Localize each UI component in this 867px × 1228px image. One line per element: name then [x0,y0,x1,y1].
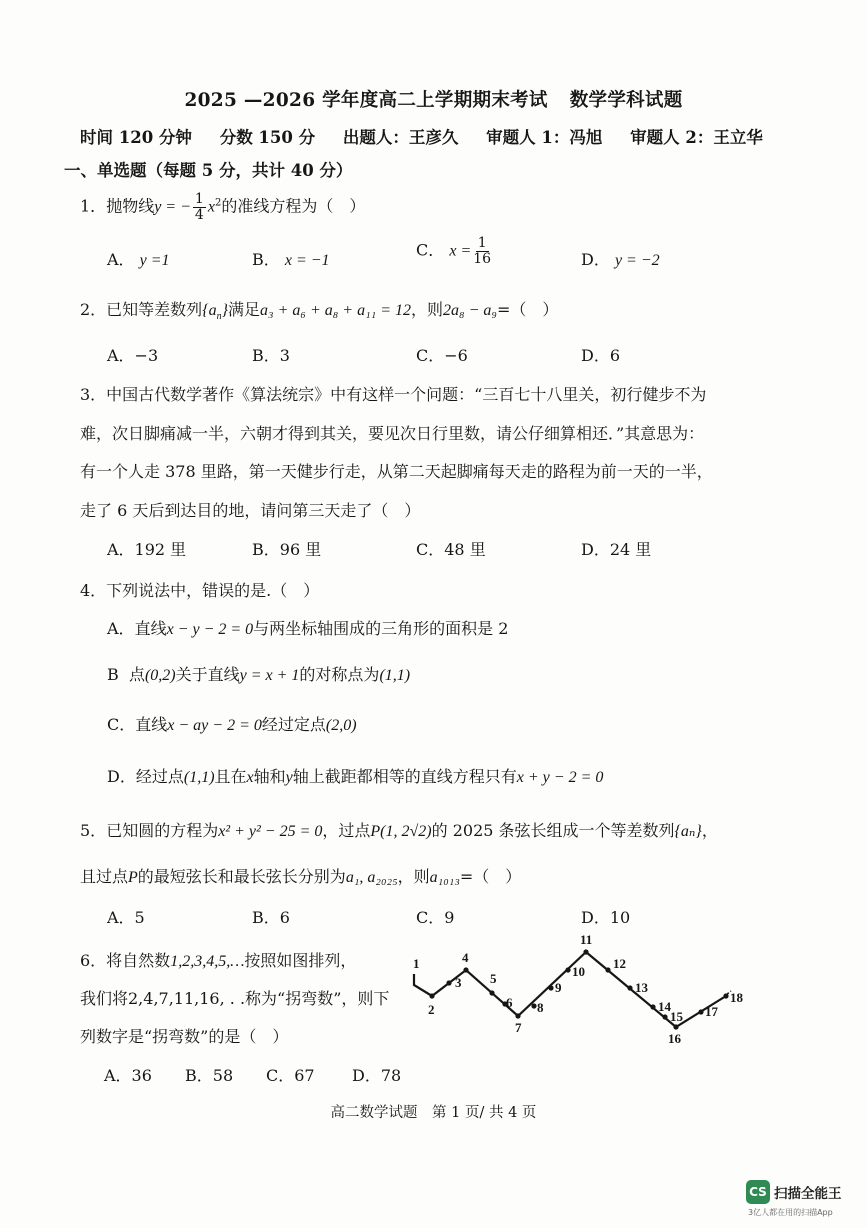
zigzag-node-label: 16 [668,1031,681,1046]
zigzag-node-label: 4 [462,950,469,965]
zigzag-node-label: 3 [455,975,462,990]
section-heading: 一、单选题（每题 5 分，共计 40 分） [64,161,353,180]
zigzag-dots [429,949,728,1029]
q3-option-b[interactable]: B．96 里 [252,540,322,559]
q1-fraction: $\frac{1}{4}$ [194,191,204,223]
zigzag-node-dot [446,980,451,985]
exam-meta [80,124,785,148]
q3-line: 难，次日脚痛减一半，六朝才得到其关，要见次日行里数，请公仔细算相还．”其意思为： [80,423,705,443]
question-2: 2．已知等差数列$\{a_n\}$满足a₃ + a₆ + a₈ + a₁₁ = 12，则2a₈ − a₉=（ ） [80,300,559,323]
q5-option-a[interactable]: A．5 [107,908,145,927]
q6-option-c[interactable]: C．67 [266,1066,315,1085]
zigzag-node-label: 7 [515,1020,522,1035]
q5-option-c[interactable]: C．9 [416,908,455,927]
zigzag-node-label: 9 [555,980,562,995]
zigzag-node-label: 10 [572,964,585,979]
q1-eq-lhs: y = − [154,198,191,216]
question-5-line-2: 且过点P的最短弦长和最长弦长分别为a₁, a₂₀₂₅，则a₁₀₁₃=（ ） [80,867,522,886]
zigzag-node-label: 12 [613,956,626,971]
q2-condition: a₃ + a₆ + a₈ + a₁₁ = 12 [260,302,412,319]
zigzag-node-label: 17 [705,1004,718,1019]
q6-option-b[interactable]: B．58 [185,1066,234,1085]
q1-stem: 抛物线 [106,196,155,216]
zigzag-node-dot [698,1009,703,1014]
zigzag-node-label: 1 [413,956,420,971]
q1-option-c[interactable]: C． x = $\frac{1}{16}$ [416,235,492,267]
zigzag-node-dot [463,967,468,972]
question-6: 6．将自然数1,2,3,4,5,…按照如图排列， [80,951,357,970]
page-footer: 高二数学试题 第 1 页/ 共 4 页 [330,1105,537,1121]
camscanner-logo-icon: CS [746,1180,770,1204]
zigzag-node-dot [723,993,728,998]
exam-score: 分数 150 分 [219,128,316,147]
q2-option-b[interactable]: B．3 [252,346,290,365]
q6-zigzag-figure [400,932,743,1050]
zigzag-labels [413,932,744,1046]
q3-option-d[interactable]: D．24 里 [581,540,652,559]
q4-option-d[interactable]: D．经过点(1,1)且在x轴和y轴上截距都相等的直线方程只有x + y − 2 = 0 [107,767,604,786]
zigzag-node-dot [489,990,494,995]
zigzag-node-dot [429,993,434,998]
q6-option-a[interactable]: A．36 [104,1066,152,1085]
q2-option-c[interactable]: C．−6 [416,346,468,365]
zigzag-node-label: 2 [428,1002,435,1017]
q2-expression: 2a₈ − a₉ [443,302,497,319]
q5-option-b[interactable]: B．6 [252,908,290,927]
zigzag-node-dot [673,1024,678,1029]
q1-tail: 的准线方程为（ ） [221,196,366,216]
q4-option-a[interactable]: A．直线x − y − 2 = 0与两坐标轴围成的三角形的面积是 2 [107,619,509,638]
exam-author: 出题人：王彦久 [342,128,459,147]
zigzag-node-label: 13 [635,980,648,995]
zigzag-node-label: 18 [730,990,743,1005]
zigzag-node-label: 8 [537,1000,544,1015]
q3-option-a[interactable]: A．192 里 [107,540,187,559]
question-6-line-2: 我们将2,4,7,11,16, . .称为“拐弯数”，则下 [80,989,390,1008]
q4-option-c[interactable]: C．直线x − ay − 2 = 0经过定点(2,0) [107,715,357,734]
exam-reviewer-2: 审题人 2：王立华 [630,128,763,147]
zigzag-node-dot [565,967,570,972]
q2-option-a[interactable]: A．−3 [107,346,159,365]
q3-line: 走了 6 天后到达目的地，请问第三天走了（ ） [80,500,421,520]
question-4: 4．下列说法中，错误的是.（ ） [80,581,320,600]
q1-number: 1． [80,196,107,216]
exam-title [0,86,867,112]
question-5: 5．已知圆的方程为x² + y² − 25 = 0，过点P(1, 2√2)的 2025 条弦长组成一个等差数列{aₙ}， [80,821,718,840]
q5-option-d[interactable]: D．10 [581,908,631,927]
zigzag-node-label: 15 [670,1009,683,1024]
question-1 [80,192,365,222]
q1-option-d[interactable]: D． y = −2 [581,250,660,269]
q4-option-b[interactable]: B 点(0,2)关于直线y = x + 1的对称点为(1,1) [107,665,411,684]
zigzag-node-label: 5 [490,971,497,986]
q1-exponent: 2 [214,197,222,209]
title-subject: 数学学科试题 [569,90,683,111]
zigzag-node-dot [583,949,588,954]
q2-option-d[interactable]: D．6 [581,346,621,365]
q3-option-c[interactable]: C．48 里 [416,540,486,559]
q1-option-a[interactable]: A． y =1 [107,250,170,269]
q3-line: 3．中国古代数学著作《算法统宗》中有这样一个问题：“三百七十八里关，初行健步不为 [80,385,707,404]
zigzag-node-label: 11 [580,932,593,947]
question-6-line-3: 列数字是“拐弯数”的是（ ） [80,1027,289,1046]
zigzag-node-label: 6 [506,995,513,1010]
exam-reviewer-1: 审题人 1：冯旭 [486,128,603,147]
title-main: 2025 —2026 学年度高二上学期期末考试 [184,90,548,111]
camscanner-tagline: 3亿人都在用的扫描App [748,1208,833,1217]
zigzag-node-dot [650,1004,655,1009]
zigzag-node-dot [627,985,632,990]
q1-option-b[interactable]: B． x = −1 [252,250,330,269]
camscanner-name: 扫描全能王 [774,1186,842,1202]
exam-time: 时间 120 分钟 [80,128,192,147]
zigzag-node-dot [548,985,553,990]
q1-x: x [207,198,215,216]
zigzag-node-label: 14 [658,999,671,1014]
q3-line: 有一个人走 378 里路，第一天健步行走，从第二天起脚痛每天走的路程为前一天的一半， [80,462,713,481]
zigzag-node-dot [515,1013,520,1018]
q6-option-d[interactable]: D．78 [352,1066,402,1085]
zigzag-node-dot [605,967,610,972]
question-3 [80,376,780,530]
zigzag-node-dot [662,1014,667,1019]
zigzag-node-dot [531,1003,536,1008]
